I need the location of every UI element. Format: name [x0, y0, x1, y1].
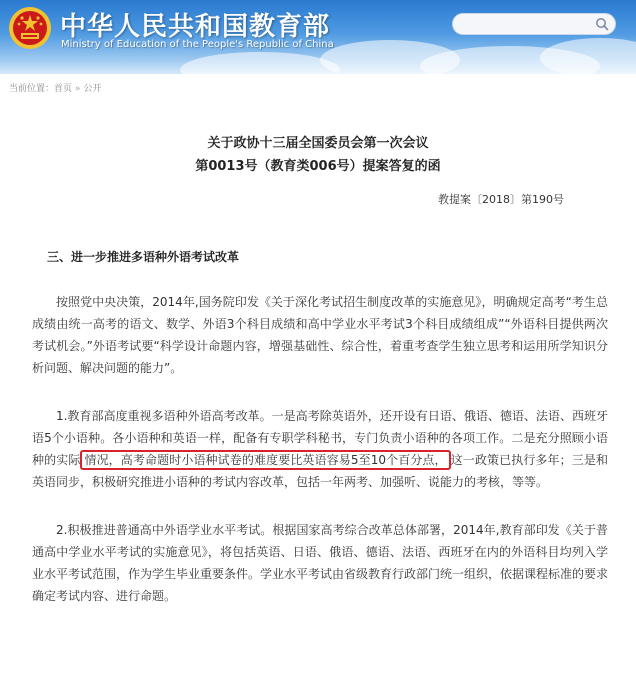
paragraph-1: 按照党中央决策，2014年,国务院印发《关于深化考试招生制度改革的实施意见》，明确规定高考“考生总成绩由统一高考的语文、数学、外语3个科目成绩和高中学业水平考试3个科目成绩组成”“外语科目提供两次考试机会。”外语考试要“科学设计命题内容，增强基础性、综合性，着重考查学生独立思考和运用所学知识分析问题、解决问题的能力”。	[32, 295, 608, 375]
search-input[interactable]	[461, 16, 591, 34]
header-cloud	[180, 52, 340, 74]
site-subtitle: Ministry of Education of the People's Republic of China	[61, 39, 334, 50]
site-header	[0, 0, 636, 74]
breadcrumb-current-link[interactable]: 公开	[83, 84, 102, 94]
section-heading: 三、进一步推进多语种外语考试改革	[47, 250, 240, 264]
header-cloud	[540, 38, 636, 74]
breadcrumb-prefix: 当前位置：	[9, 84, 55, 94]
search-icon[interactable]	[595, 17, 609, 31]
paragraph-2-before: 1.教育部高度重视多语种外语高考改革。一是高考除英语外，还开设有日语、俄语、德语、法语、西班牙语5个小语种。各小语种和英语一样，配备有专职学科秘书，专门负责小语种的各项工作。二是充分照顾小语种的实际	[32, 409, 608, 467]
site-title[interactable]: 中华人民共和国教育部	[60, 12, 331, 42]
document-number: 教提案〔2018〕第190号	[438, 193, 564, 206]
paragraph-3: 2.积极推进普通高中外语学业水平考试。根据国家高考综合改革总体部署，2014年,教育部印发《关于普通高中学业水平考试的实施意见》，将包括英语、日语、俄语、德语、法语、西班牙在内的外语科目均列入学业水平考试范围，作为学生毕业重要条件。学业水平考试由省级教育行政部门统一组织，依据课程标准的要求确定考试内容、进行命题。	[32, 523, 609, 603]
search-box	[452, 13, 616, 35]
national-emblem-icon[interactable]	[8, 6, 52, 50]
paragraph-2	[32, 405, 608, 493]
breadcrumb-separator: »	[75, 84, 81, 94]
document-title-line1: 关于政协十三届全国委员会第一次会议	[207, 136, 429, 151]
breadcrumb-home-link[interactable]: 首页	[54, 84, 73, 94]
breadcrumb	[0, 74, 636, 100]
paragraph-2-after: 这一政策已执行多年；三是和英语同步，积极研究推进小语种的考试内容改革，包括一年两考、加强听、说能力的考核，等等。	[32, 453, 608, 489]
document-title-line2: 第0013号（教育类006号）提案答复的函	[195, 159, 441, 174]
highlighted-sentence: 情况，高考命题时小语种试卷的难度要比英语容易5至10个百分点，	[80, 450, 450, 470]
